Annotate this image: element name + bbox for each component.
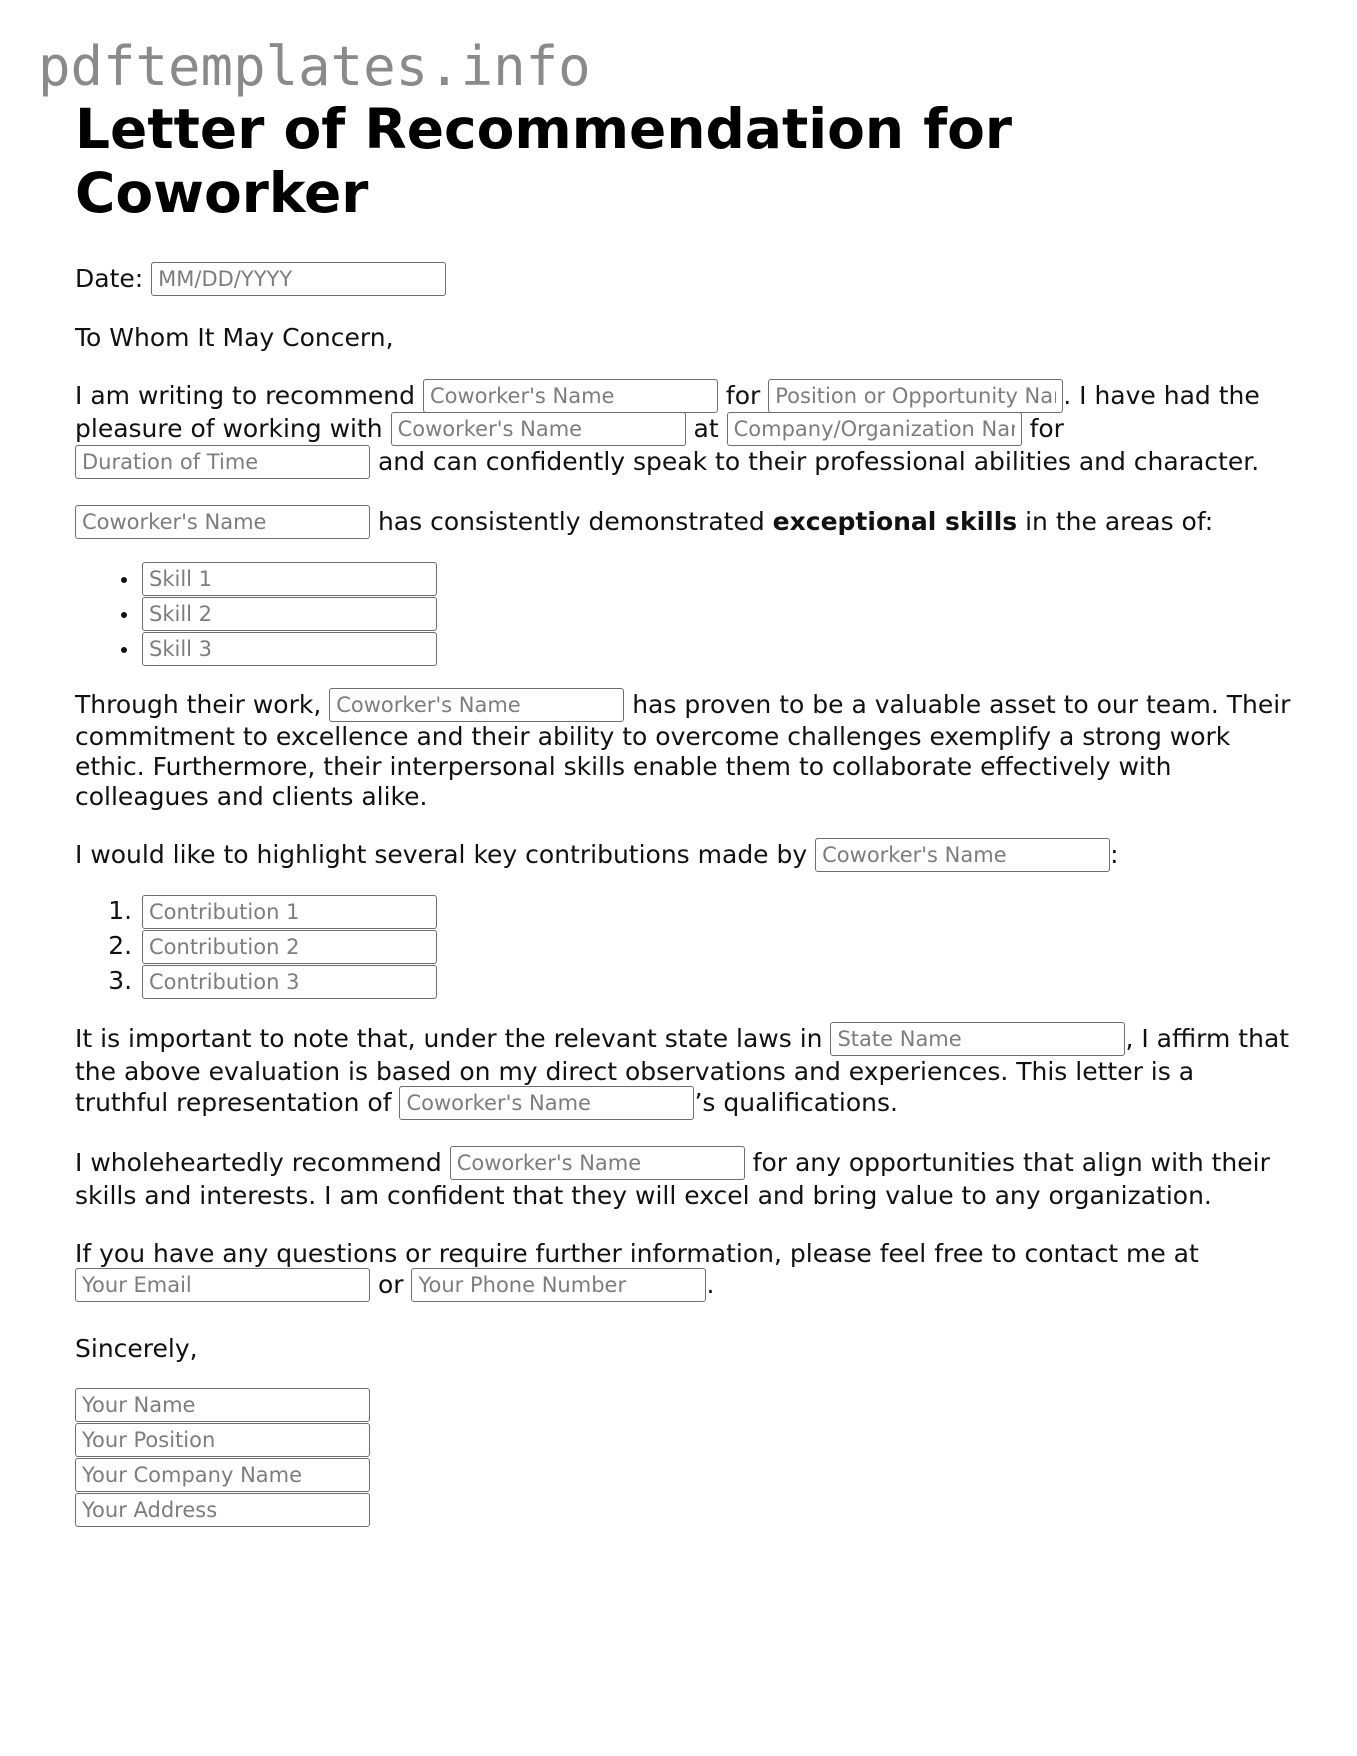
state-text-2: , I affirm that the above evaluation is based on my direct observations and experiences. This letter is a truthful representation of	[75, 1024, 1290, 1117]
contributions-intro-paragraph	[75, 839, 1295, 872]
coworker-name-field-4[interactable]	[329, 688, 624, 722]
intro-text-3: . I have had the pleasure of working with	[75, 381, 1260, 443]
list-item	[140, 561, 1295, 596]
your-company-field[interactable]	[75, 1458, 370, 1492]
contact-text-3: .	[706, 1270, 715, 1299]
state-text-3: ’s qualifications.	[694, 1088, 898, 1117]
intro-text-6: and can confidently speak to their professional abilities and character.	[377, 447, 1260, 476]
skills-list	[75, 561, 1295, 666]
skills-intro-paragraph	[75, 506, 1295, 539]
list-item	[140, 929, 1295, 964]
intro-text-2: for	[725, 381, 761, 410]
date-line	[75, 263, 1295, 296]
date-field[interactable]	[151, 262, 446, 296]
list-item	[140, 631, 1295, 666]
company-field[interactable]	[727, 412, 1022, 446]
skills-text-1: has consistently demonstrated	[377, 507, 765, 536]
contribution-2-field[interactable]	[142, 930, 437, 964]
signature-block	[75, 1388, 1295, 1527]
coworker-name-field-1[interactable]	[423, 379, 718, 413]
date-label: Date:	[75, 264, 144, 293]
contribution-3-field[interactable]	[142, 965, 437, 999]
closing: Sincerely,	[75, 1334, 198, 1363]
contact-paragraph	[75, 1238, 1295, 1302]
coworker-name-field-6[interactable]	[399, 1086, 694, 1120]
contact-text-2: or	[377, 1270, 404, 1299]
your-name-field[interactable]	[75, 1388, 370, 1422]
your-address-field[interactable]	[75, 1493, 370, 1527]
contribution-1-field[interactable]	[142, 895, 437, 929]
intro-paragraph	[75, 380, 1295, 479]
coworker-name-field-2[interactable]	[391, 412, 686, 446]
recommend-text-2: for any opportunities that align with their skills and interests. I am confident that they will excel and bring value to any organization.	[75, 1148, 1270, 1210]
contributions-list	[75, 894, 1295, 999]
list-item	[140, 964, 1295, 999]
phone-field[interactable]	[411, 1268, 706, 1302]
list-item	[140, 894, 1295, 929]
watermark: pdftemplates.info	[38, 35, 591, 98]
skill-3-field[interactable]	[142, 632, 437, 666]
your-position-field[interactable]	[75, 1423, 370, 1457]
letter-page	[75, 97, 1295, 1528]
skills-text-2: in the areas of:	[1025, 507, 1214, 536]
page-title: Letter of Recommendation for Coworker	[75, 97, 1013, 225]
skills-bold-text: exceptional skills	[772, 507, 1018, 536]
work-paragraph	[75, 690, 1295, 812]
recommend-text-1: I wholeheartedly recommend	[75, 1148, 442, 1177]
coworker-name-field-5[interactable]	[815, 838, 1110, 872]
coworker-name-field-7[interactable]	[450, 1146, 745, 1180]
intro-text-5: for	[1029, 414, 1064, 443]
state-text-1: It is important to note that, under the relevant state laws in	[75, 1024, 823, 1053]
position-field[interactable]	[768, 379, 1063, 413]
work-text-2: has proven to be a valuable asset to our team. Their commitment to excellence and their ability to overcome challenges exemplify a strong work ethic. Furthermore, their interpersonal skills enable them to collaborate effectively with colleagues and clients alike.	[75, 690, 1291, 811]
recommend-paragraph	[75, 1147, 1295, 1211]
email-field[interactable]	[75, 1268, 370, 1302]
skill-2-field[interactable]	[142, 597, 437, 631]
work-text-1: Through their work,	[75, 690, 322, 719]
duration-field[interactable]	[75, 445, 370, 479]
intro-text-4: at	[693, 414, 719, 443]
salutation: To Whom It May Concern,	[75, 323, 394, 352]
coworker-name-field-3[interactable]	[75, 505, 370, 539]
state-laws-paragraph	[75, 1023, 1295, 1120]
intro-text-1: I am writing to recommend	[75, 381, 416, 410]
contributions-text-2: :	[1110, 840, 1119, 869]
list-item	[140, 596, 1295, 631]
contributions-text-1: I would like to highlight several key contributions made by	[75, 840, 808, 869]
state-name-field[interactable]	[830, 1022, 1125, 1056]
contact-text-1: If you have any questions or require further information, please feel free to contact me at	[75, 1239, 1199, 1268]
skill-1-field[interactable]	[142, 562, 437, 596]
